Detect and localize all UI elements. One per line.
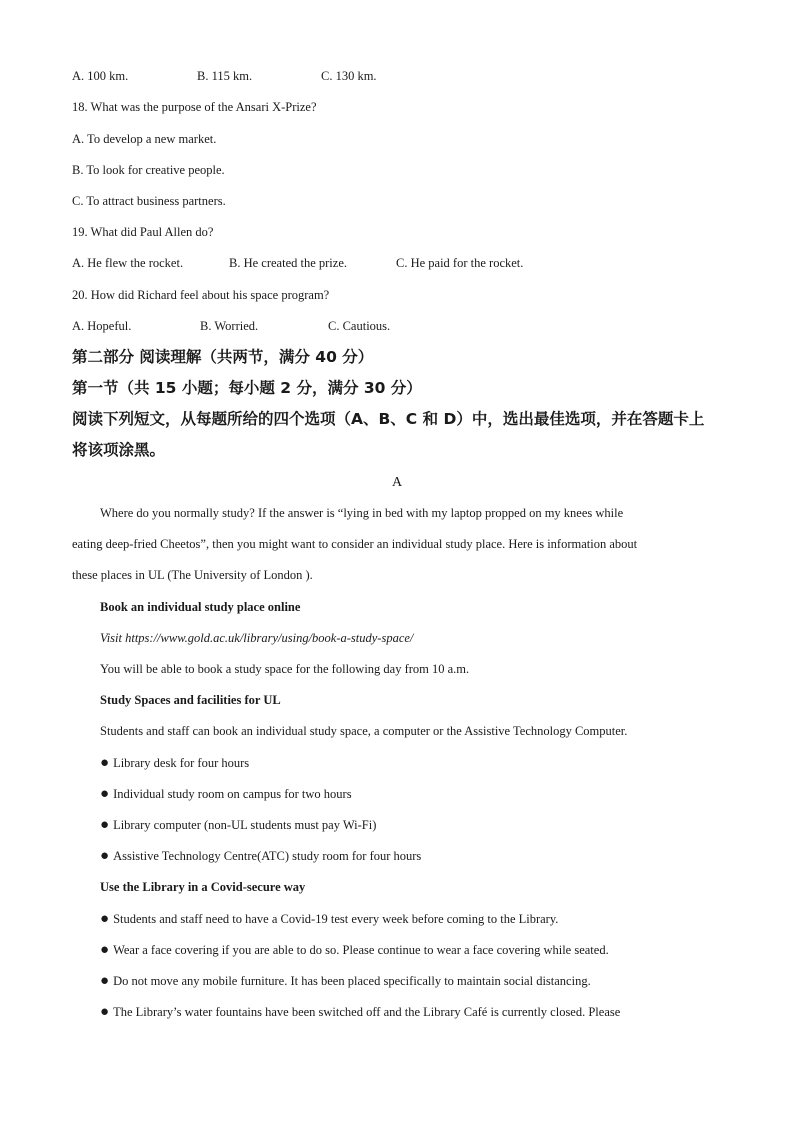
q20-question: 20. How did Richard feel about his space program?: [72, 288, 330, 302]
q19-option-a: A. He flew the rocket.: [72, 256, 184, 270]
covid-rule-text: The Library’s water fountains have been switched off and the Library Café is currently closed. Please: [113, 1005, 621, 1019]
bullet-icon: ●: [100, 817, 110, 833]
part2-heading: 第二部分 阅读理解（共两节，满分 40 分）: [72, 348, 374, 366]
facility-bullet: [100, 755, 249, 771]
passage-letter: A: [391, 475, 403, 490]
facility-text: Library computer (non-UL students must pay Wi-Fi): [113, 818, 377, 832]
q17-option-a: A. 100 km.: [72, 69, 129, 83]
bullet-icon: ●: [100, 911, 110, 927]
q20-option-c: C. Cautious.: [328, 319, 391, 333]
instruction-line-1: 阅读下列短文，从每题所给的四个选项（A、B、C 和 D）中，选出最佳选项，并在答题卡上: [72, 410, 705, 428]
heading-book-online: Book an individual study place online: [100, 600, 301, 614]
facility-bullet: [100, 817, 376, 833]
passage-para1-line1: Where do you normally study? If the answer is “lying in bed with my laptop propped on my knees while: [100, 506, 624, 520]
facility-text: Individual study room on campus for two hours: [113, 787, 352, 801]
q19-options: [72, 255, 523, 271]
covid-rule-text: Students and staff need to have a Covid-19 test every week before coming to the Library.: [113, 912, 559, 926]
q18-option-a: A. To develop a new market.: [72, 132, 217, 146]
q19-option-c: C. He paid for the rocket.: [396, 256, 524, 270]
facility-bullet: [100, 786, 352, 802]
q18-question: 18. What was the purpose of the Ansari X-Prize?: [72, 100, 317, 114]
visit-url: Visit https://www.gold.ac.uk/library/using/book-a-study-space/: [100, 631, 414, 645]
heading-facilities: Study Spaces and facilities for UL: [100, 693, 281, 707]
q18-option-b: B. To look for creative people.: [72, 163, 225, 177]
bullet-icon: ●: [100, 973, 110, 989]
bullet-icon: ●: [100, 848, 110, 864]
q19-option-b: B. He created the prize.: [229, 256, 347, 270]
q20-option-a: A. Hopeful.: [72, 319, 132, 333]
facilities-intro: Students and staff can book an individual study space, a computer or the Assistive Technology Computer.: [100, 724, 628, 738]
covid-rule-bullet: [100, 1004, 620, 1020]
q20-options: [72, 318, 390, 334]
covid-rule-bullet: [100, 973, 591, 989]
facility-text: Assistive Technology Centre(ATC) study room for four hours: [113, 849, 422, 863]
bullet-icon: ●: [100, 942, 110, 958]
covid-rule-bullet: [100, 942, 609, 958]
section1-heading: 第一节（共 15 小题；每小题 2 分，满分 30 分）: [72, 379, 422, 397]
q19-question: 19. What did Paul Allen do?: [72, 225, 214, 239]
passage-para1-line3: these places in UL (The University of London ).: [72, 568, 313, 582]
covid-rule-text: Wear a face covering if you are able to do so. Please continue to wear a face covering while seated.: [113, 943, 609, 957]
q17-option-b: B. 115 km.: [197, 69, 253, 83]
q18-option-c: C. To attract business partners.: [72, 194, 226, 208]
facility-bullet: [100, 848, 421, 864]
bullet-icon: ●: [100, 1004, 110, 1020]
passage-para1-line2: eating deep-fried Cheetos”, then you might want to consider an individual study place. Here is information about: [72, 537, 638, 551]
q20-option-b: B. Worried.: [200, 319, 259, 333]
covid-rule-bullet: [100, 911, 558, 927]
q17-option-c: C. 130 km.: [321, 69, 377, 83]
covid-rule-text: Do not move any mobile furniture. It has been placed specifically to maintain social distancing.: [113, 974, 591, 988]
heading-covid-secure: Use the Library in a Covid-secure way: [100, 880, 306, 894]
bullet-icon: ●: [100, 786, 110, 802]
q17-options: [72, 68, 377, 84]
booking-time-text: You will be able to book a study space for the following day from 10 a.m.: [100, 662, 470, 676]
bullet-icon: ●: [100, 755, 110, 771]
instruction-line-2: 将该项涂黑。: [72, 441, 166, 459]
facility-text: Library desk for four hours: [113, 756, 250, 770]
